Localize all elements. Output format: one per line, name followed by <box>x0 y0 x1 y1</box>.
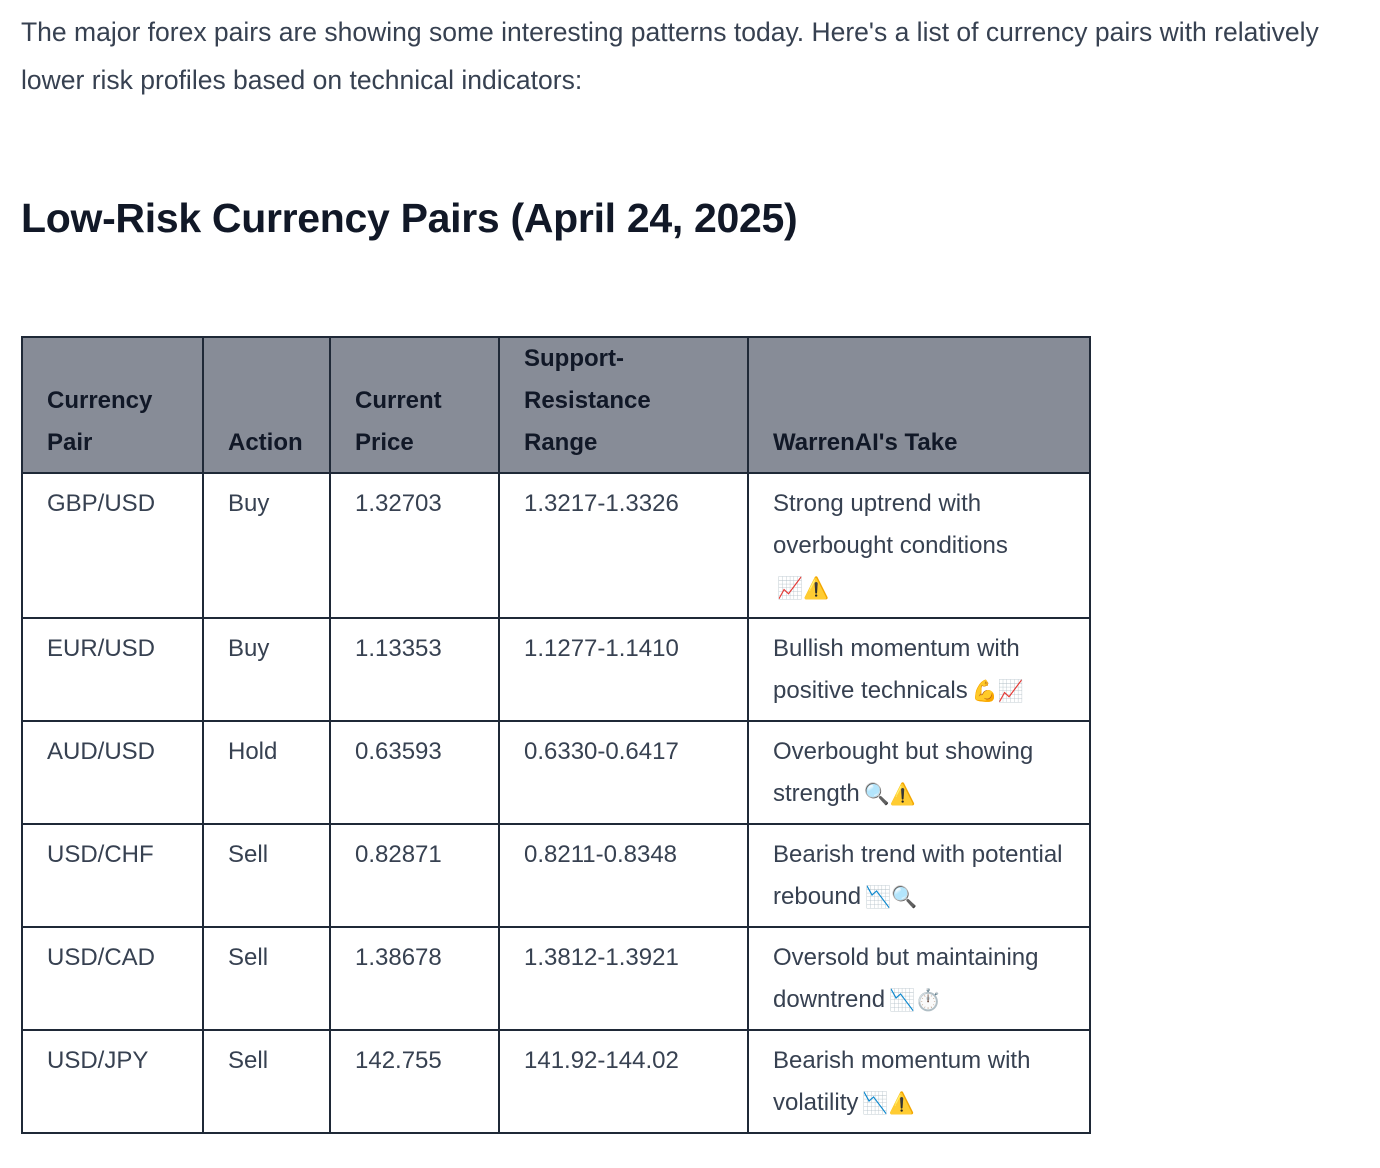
cell-range: 1.3217-1.3326 <box>499 473 748 618</box>
cell-price: 1.13353 <box>330 618 499 721</box>
currency-pairs-table <box>21 336 1091 1134</box>
cell-range: 1.3812-1.3921 <box>499 927 748 1030</box>
cell-action: Buy <box>203 618 330 721</box>
cell-take <box>748 618 1090 721</box>
chart-up-warning-icon: 📈⚠️ <box>777 576 830 600</box>
cell-range: 141.92-144.02 <box>499 1030 748 1133</box>
take-text: Bearish momentum with volatility <box>773 1047 1031 1116</box>
cell-range: 0.8211-0.8348 <box>499 824 748 927</box>
cell-pair: USD/CHF <box>22 824 203 927</box>
cell-take <box>748 824 1090 927</box>
cell-pair: GBP/USD <box>22 473 203 618</box>
header-current-price: Current Price <box>330 337 499 473</box>
header-support-resistance-range: Support-Resistance Range <box>499 337 748 473</box>
table-row <box>22 824 1090 927</box>
cell-action: Sell <box>203 927 330 1030</box>
cell-take <box>748 927 1090 1030</box>
take-text: Strong uptrend with overbought conditions <box>773 490 1008 559</box>
cell-price: 1.32703 <box>330 473 499 618</box>
cell-price: 1.38678 <box>330 927 499 1030</box>
cell-take <box>748 721 1090 824</box>
cell-pair: USD/JPY <box>22 1030 203 1133</box>
table-row <box>22 473 1090 618</box>
cell-take <box>748 1030 1090 1133</box>
header-action: Action <box>203 337 330 473</box>
header-warrenai-take: WarrenAI's Take <box>748 337 1090 473</box>
cell-take <box>748 473 1090 618</box>
chart-down-warning-icon: 📉⚠️ <box>862 1091 915 1115</box>
cell-price: 0.82871 <box>330 824 499 927</box>
cell-range: 0.6330-0.6417 <box>499 721 748 824</box>
cell-price: 142.755 <box>330 1030 499 1133</box>
magnifier-warning-icon: 🔍⚠️ <box>863 782 917 806</box>
cell-action: Sell <box>203 824 330 927</box>
take-text: Oversold but maintaining downtrend <box>773 944 1039 1013</box>
cell-action: Buy <box>203 473 330 618</box>
cell-pair: USD/CAD <box>22 927 203 1030</box>
muscle-chart-up-icon: 💪📈 <box>971 679 1025 703</box>
table-row <box>22 1030 1090 1133</box>
take-text: Overbought but showing strength <box>773 738 1034 807</box>
chart-down-magnifier-icon: 📉🔍 <box>865 885 918 909</box>
cell-pair: EUR/USD <box>22 618 203 721</box>
table-header-row <box>22 337 1090 473</box>
table-row <box>22 721 1090 824</box>
cell-pair: AUD/USD <box>22 721 203 824</box>
section-heading: Low-Risk Currency Pairs (April 24, 2025) <box>21 195 798 241</box>
cell-price: 0.63593 <box>330 721 499 824</box>
table-row <box>22 927 1090 1030</box>
cell-action: Sell <box>203 1030 330 1133</box>
take-text: Bearish trend with potential rebound <box>773 841 1063 910</box>
intro-paragraph: The major forex pairs are showing some interesting patterns today. Here's a list of currency pairs with relatively lower risk profiles based on technical indicators: <box>21 17 1319 95</box>
cell-action: Hold <box>203 721 330 824</box>
chart-down-stopwatch-icon: 📉⏱️ <box>889 988 942 1012</box>
take-text: Bullish momentum with positive technicals <box>773 635 1020 704</box>
cell-range: 1.1277-1.1410 <box>499 618 748 721</box>
header-currency-pair: Currency Pair <box>22 337 203 473</box>
table-row <box>22 618 1090 721</box>
